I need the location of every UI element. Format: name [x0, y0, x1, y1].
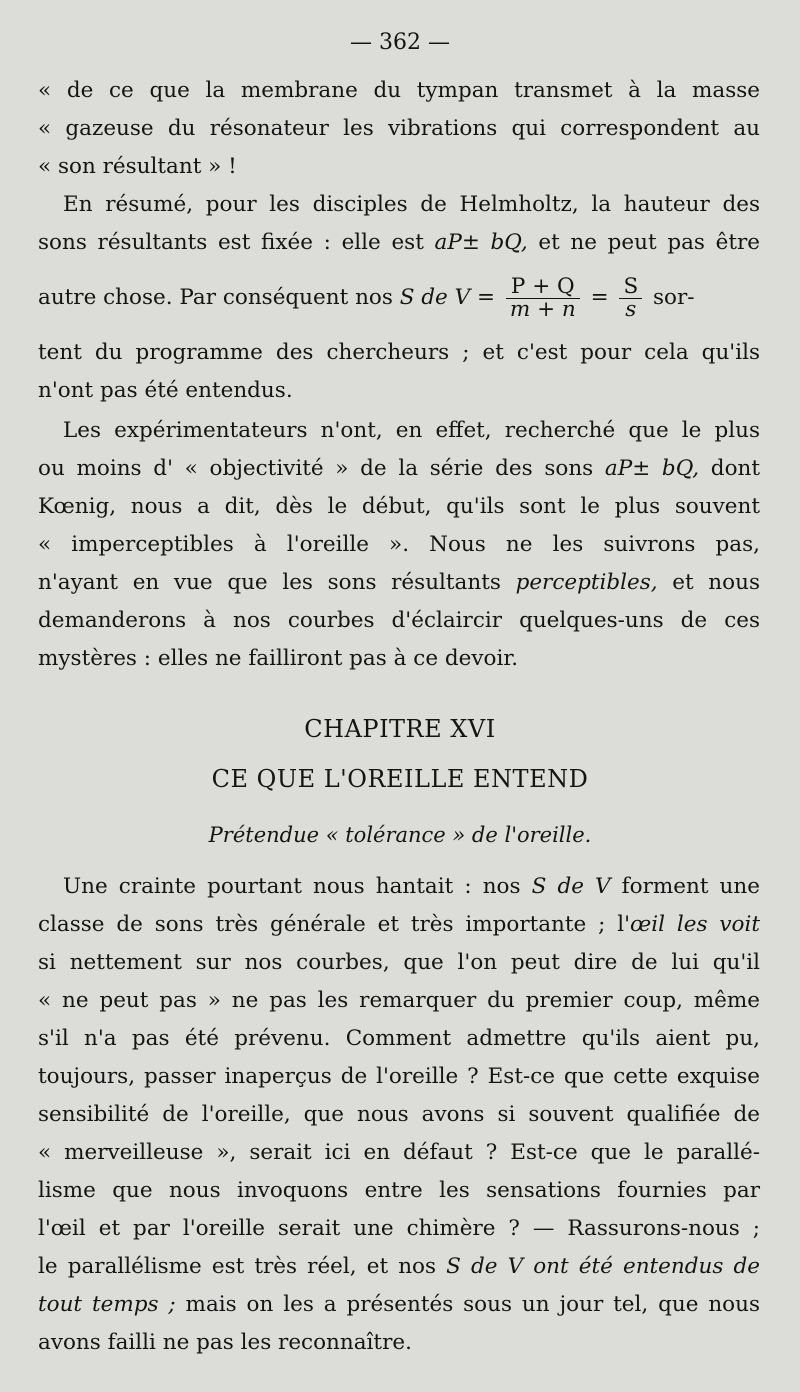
- text-line: « son résultant » !: [38, 154, 237, 179]
- text-line: mystères : elles ne failliront pas à ce devoir.: [38, 646, 519, 671]
- formula-line: autre chose. Par conséquent nos S de V = $\frac{P + Q}{m + n}$ = $\frac{S}{s}$ sor-: [38, 273, 695, 322]
- text-line: avons failli ne pas les reconnaître.: [38, 1330, 412, 1355]
- fraction-denominator: m + n: [509, 296, 576, 322]
- text-line: [38, 228, 760, 258]
- text-line: [38, 454, 760, 484]
- italic-text: perceptibles,: [515, 570, 658, 595]
- chapter-title: CE QUE L'OREILLE ENTEND: [211, 765, 589, 793]
- formula: S de V: [399, 285, 471, 310]
- text-line: lisme que nous invoquons entre les sensations fournies par: [38, 1178, 760, 1203]
- text-run: le parallélisme est très réel, et nos: [38, 1254, 447, 1279]
- fraction-denominator: s: [625, 296, 637, 322]
- text-line: demanderons à nos courbes d'éclaircir quelques-uns de ces: [38, 608, 760, 633]
- chapter-subtitle: Prétendue « tolérance » de l'oreille.: [208, 823, 592, 847]
- text-line: « merveilleuse », serait ici en défaut ? Est-ce que le parallé-: [38, 1140, 760, 1165]
- fraction-numerator: S: [619, 276, 642, 299]
- italic-text: S de V ont été entendus de: [446, 1254, 760, 1279]
- text-line: s'il n'a pas été prévenu. Comment admettre qu'ils aient pu,: [38, 1026, 760, 1051]
- text-line: [38, 568, 760, 598]
- text-run: et ne peut pas être: [527, 230, 760, 255]
- text-run: sor-: [646, 285, 695, 310]
- text-line: Kœnig, nous a dit, dès le début, qu'ils sont le plus souvent: [38, 494, 760, 519]
- text-line: Les expérimentateurs n'ont, en effet, recherché que le plus: [63, 418, 760, 443]
- text-line: si nettement sur nos courbes, que l'on peut dire de lui qu'il: [38, 950, 760, 975]
- text-line: l'œil et par l'oreille serait une chimère ? — Rassurons-nous ;: [38, 1216, 760, 1241]
- fraction: [619, 273, 642, 322]
- text-line: sensibilité de l'oreille, que nous avons si souvent qualifiée de: [38, 1102, 760, 1127]
- formula: aP± bQ,: [434, 230, 528, 255]
- italic-text: tout temps ;: [38, 1292, 176, 1317]
- text-line: [38, 910, 760, 940]
- text-line: [63, 872, 760, 902]
- text-line: « gazeuse du résonateur les vibrations qui correspondent au: [38, 116, 760, 141]
- text-line: [38, 1290, 760, 1320]
- text-run: dont: [699, 456, 760, 481]
- text-run: n'ayant en vue que les sons résultants: [38, 570, 516, 595]
- equals-sign: =: [470, 285, 502, 310]
- text-run: autre chose. Par conséquent nos: [38, 285, 400, 310]
- text-line: toujours, passer inaperçus de l'oreille ? Est-ce que cette exquise: [38, 1064, 760, 1089]
- fraction: [506, 273, 580, 322]
- text-line: n'ont pas été entendus.: [38, 378, 293, 403]
- italic-text: œil les voit: [630, 912, 761, 937]
- text-line: En résumé, pour les disciples de Helmholtz, la hauteur des: [63, 192, 760, 217]
- text-run: mais on les a présentés sous un jour tel, que nous: [175, 1292, 760, 1317]
- text-line: « imperceptibles à l'oreille ». Nous ne les suivrons pas,: [38, 532, 760, 557]
- text-line: [38, 1252, 760, 1282]
- italic-text: S de V: [531, 874, 611, 899]
- text-run: classe de sons très générale et très importante ; l': [38, 912, 631, 937]
- fraction-numerator: P + Q: [506, 276, 580, 299]
- text-run: et nous: [657, 570, 760, 595]
- text-run: Une crainte pourtant nous hantait : nos: [63, 874, 532, 899]
- text-run: sons résultants est fixée : elle est: [38, 230, 435, 255]
- chapter-number: CHAPITRE XVI: [304, 715, 496, 743]
- page-number: — 362 —: [350, 30, 450, 55]
- text-line: « de ce que la membrane du tympan transmet à la masse: [38, 78, 760, 103]
- text-run: ou moins d' « objectivité » de la série des sons: [38, 456, 605, 481]
- text-line: tent du programme des chercheurs ; et c'est pour cela qu'ils: [38, 340, 760, 365]
- text-line: « ne peut pas » ne pas les remarquer du premier coup, même: [38, 988, 760, 1013]
- formula: aP± bQ,: [604, 456, 700, 481]
- text-run: forment une: [610, 874, 760, 899]
